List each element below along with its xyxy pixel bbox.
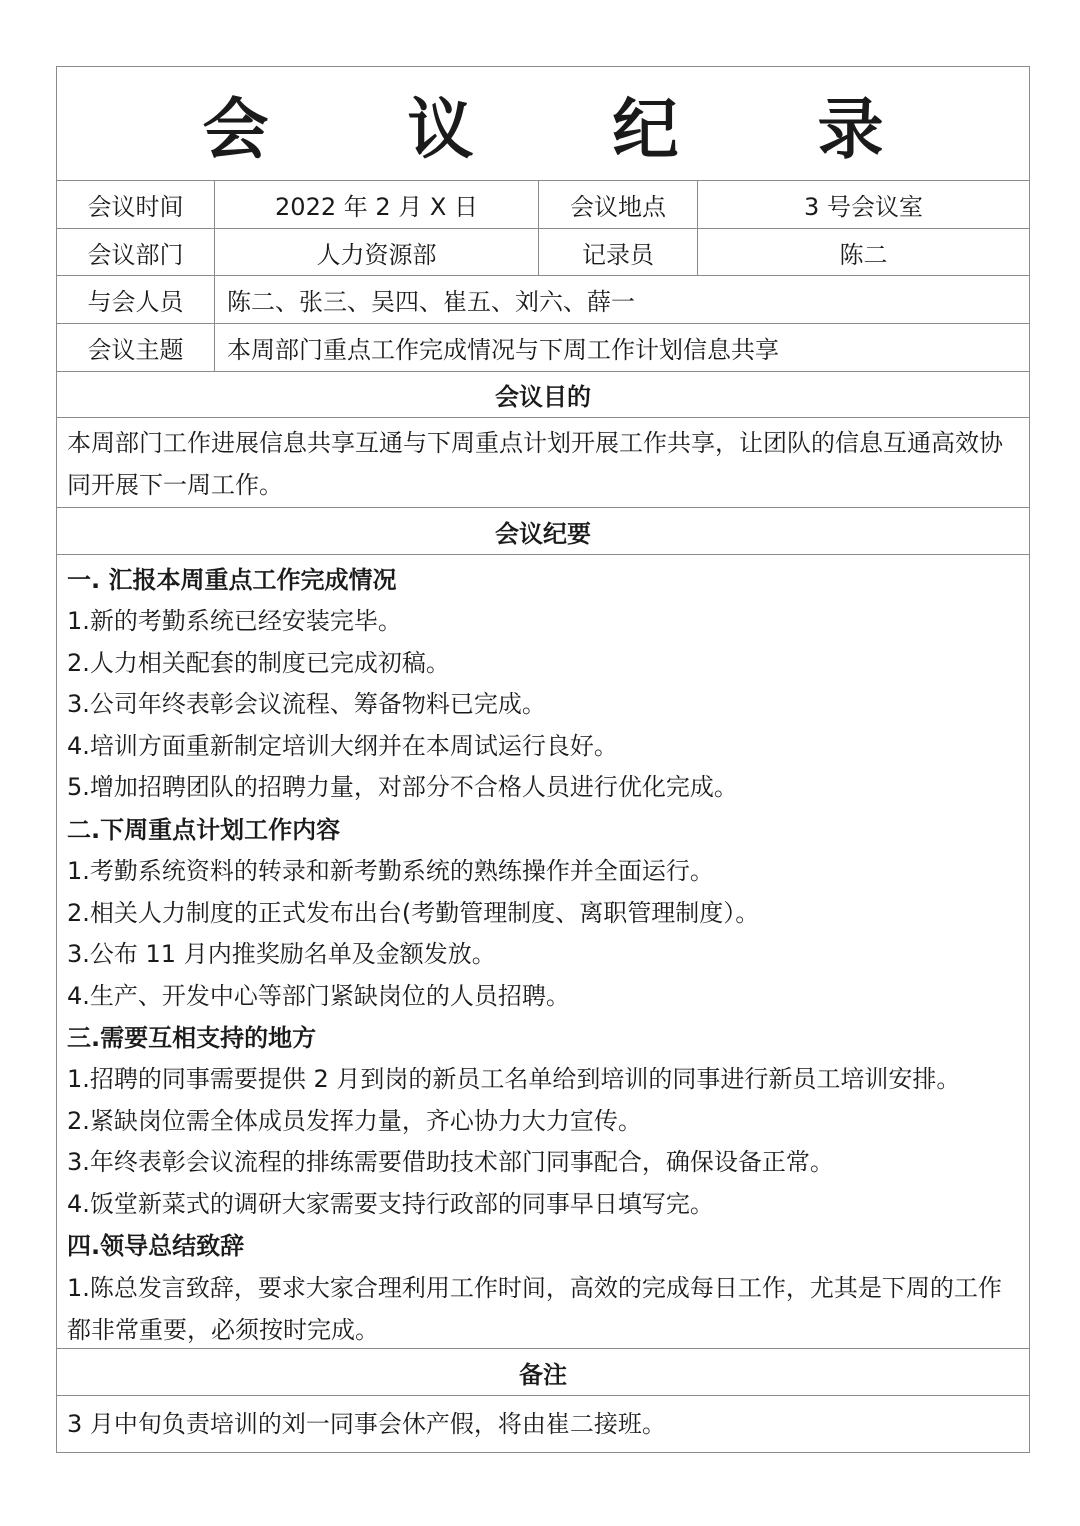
- place-label: 会议地点: [539, 181, 698, 228]
- list-item: 3.年终表彰会议流程的排练需要借助技术部门同事配合，确保设备正常。: [67, 1148, 834, 1176]
- section-title: 三.需要互相支持的地方: [67, 1024, 317, 1052]
- time-value: 2022 年 2 月 X 日: [215, 181, 539, 228]
- remarks-section: [57, 1396, 1029, 1452]
- section-title: 四.领导总结致辞: [67, 1232, 245, 1260]
- attendees-label: 与会人员: [57, 276, 215, 323]
- page-title: 会 议 纪 录: [57, 67, 1029, 181]
- info-row-dept-recorder: [57, 229, 1029, 276]
- topic-label: 会议主题: [57, 324, 215, 371]
- list-item: 3.公布 11 月内推奖励名单及金额发放。: [67, 940, 496, 968]
- remarks-text: 3 月中旬负责培训的刘一同事会休产假，将由崔二接班。: [67, 1410, 666, 1438]
- info-row-time-place: [57, 181, 1029, 229]
- list-item: 2.人力相关配套的制度已完成初稿。: [67, 648, 450, 677]
- dept-value: 人力资源部: [215, 229, 539, 275]
- recorder-value: 陈二: [839, 240, 888, 269]
- minutes-section-2: [57, 809, 1029, 1017]
- recorder-label: 记录员: [539, 229, 698, 275]
- purpose-heading: 会议目的: [57, 372, 1029, 418]
- attendees-value: 陈二、张三、吴四、崔五、刘六、薛一: [227, 288, 635, 316]
- place-value: 3 号会议室: [804, 193, 923, 221]
- list-item: 4.培训方面重新制定培训大纲并在本周试运行良好。: [67, 731, 618, 760]
- list-item: 1.招聘的同事需要提供 2 月到岗的新员工名单给到培训的同事进行新员工培训安排。: [67, 1065, 961, 1093]
- list-item: 3.公司年终表彰会议流程、筹备物料已完成。: [67, 690, 546, 718]
- minutes-body: [57, 555, 1029, 1349]
- remarks-heading: 备注: [57, 1349, 1029, 1396]
- list-item: 4.生产、开发中心等部门紧缺岗位的人员招聘。: [67, 981, 570, 1010]
- list-item: 1.陈总发言致辞，要求大家合理利用工作时间，高效的完成每日工作，尤其是下周的工作都非常重要，必须按时完成。: [67, 1274, 1002, 1344]
- section-title: 二.下周重点计划工作内容: [67, 816, 341, 844]
- minutes-section-3: [57, 1017, 1029, 1225]
- info-row-topic: [57, 324, 1029, 372]
- time-label: 会议时间: [57, 181, 215, 228]
- minutes-section-4: [57, 1225, 1029, 1351]
- meeting-minutes-form: [56, 66, 1030, 1453]
- purpose-text: 本周部门工作进展信息共享互通与下周重点计划开展工作共享，让团队的信息互通高效协同开展下一周工作。: [67, 429, 1003, 499]
- section-title: 一. 汇报本周重点工作完成情况: [67, 566, 397, 594]
- list-item: 1.考勤系统资料的转录和新考勤系统的熟练操作并全面运行。: [67, 857, 714, 885]
- minutes-heading: 会议纪要: [57, 508, 1029, 555]
- list-item: 2.紧缺岗位需全体成员发挥力量，齐心协力大力宣传。: [67, 1106, 642, 1135]
- purpose-section: [57, 418, 1029, 508]
- list-item: 4.饭堂新菜式的调研大家需要支持行政部的同事早日填写完。: [67, 1189, 714, 1218]
- dept-label: 会议部门: [57, 229, 215, 275]
- list-item: 5.增加招聘团队的招聘力量，对部分不合格人员进行优化完成。: [67, 773, 738, 801]
- list-item: 2.相关人力制度的正式发布出台(考勤管理制度、离职管理制度）。: [67, 898, 760, 927]
- info-row-attendees: [57, 276, 1029, 324]
- minutes-section-1: [57, 559, 1029, 809]
- topic-value: 本周部门重点工作完成情况与下周工作计划信息共享: [227, 336, 779, 364]
- list-item: 1.新的考勤系统已经安装完毕。: [67, 607, 402, 635]
